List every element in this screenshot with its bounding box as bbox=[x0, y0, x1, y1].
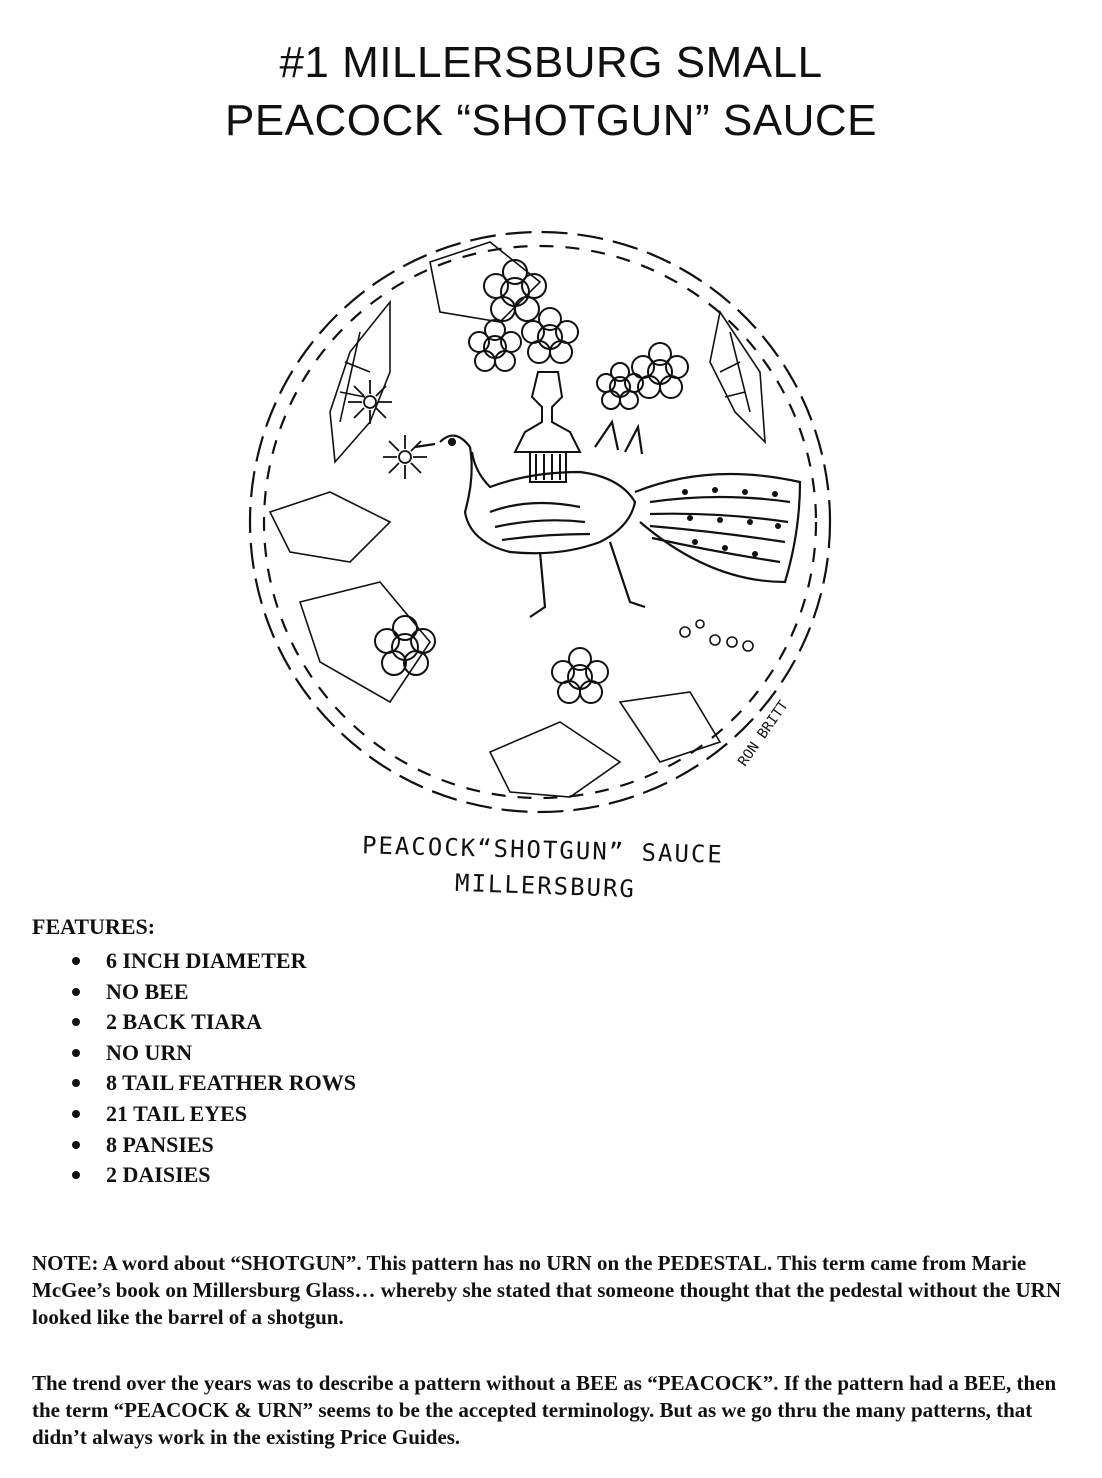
trend-paragraph: The trend over the years was to describe a pattern without a BEE as “PEACOCK”. If the pattern had a BEE, then the term “PEACOCK & URN” seems to be the accepted terminology. But as we go thru the many patterns, that didn’t always work in the existing Price Guides. bbox=[32, 1371, 1057, 1449]
note-paragraph: NOTE: A word about “SHOTGUN”. This pattern has no URN on the PEDESTAL. This term came from Marie McGee’s book on Millersburg Glass… whereby she stated that someone thought that the pedestal without the URN looked like the barrel of a shotgun. bbox=[32, 1251, 1061, 1329]
bullet-icon bbox=[72, 1141, 80, 1149]
list-item: NO BEE bbox=[60, 977, 356, 1008]
list-item: 21 TAIL EYES bbox=[60, 1099, 356, 1130]
list-item: 8 TAIL FEATHER ROWS bbox=[60, 1068, 356, 1099]
features-list bbox=[60, 946, 356, 1191]
peacock bbox=[415, 422, 800, 617]
pedestal bbox=[515, 372, 580, 482]
bullet-icon bbox=[72, 1171, 80, 1179]
list-item: NO URN bbox=[60, 1038, 356, 1069]
features-heading: FEATURES: bbox=[32, 914, 156, 939]
bullet-icon bbox=[72, 988, 80, 996]
bullet-icon bbox=[72, 1018, 80, 1026]
page-title-line2: PEACOCK “SHOTGUN” SAUCE bbox=[224, 96, 877, 145]
daisy-flowers bbox=[348, 380, 427, 479]
peacock-plate-drawing bbox=[240, 222, 840, 822]
artist-signature: RON BRITT bbox=[735, 697, 792, 770]
list-item: 2 BACK TIARA bbox=[60, 1007, 356, 1038]
list-item: 8 PANSIES bbox=[60, 1130, 356, 1161]
bullet-icon bbox=[72, 1079, 80, 1087]
page-title-line1: #1 MILLERSBURG SMALL bbox=[279, 38, 823, 87]
bubbles bbox=[680, 620, 753, 651]
drawing-caption-title: PEACOCK“SHOTGUN” SAUCE bbox=[361, 831, 725, 869]
bullet-icon bbox=[72, 1049, 80, 1057]
bullet-icon bbox=[72, 957, 80, 965]
bullet-icon bbox=[72, 1110, 80, 1118]
drawing-caption-maker: MILLERSBURG bbox=[454, 868, 637, 904]
list-item: 2 DAISIES bbox=[60, 1160, 356, 1191]
list-item: 6 INCH DIAMETER bbox=[60, 946, 356, 977]
